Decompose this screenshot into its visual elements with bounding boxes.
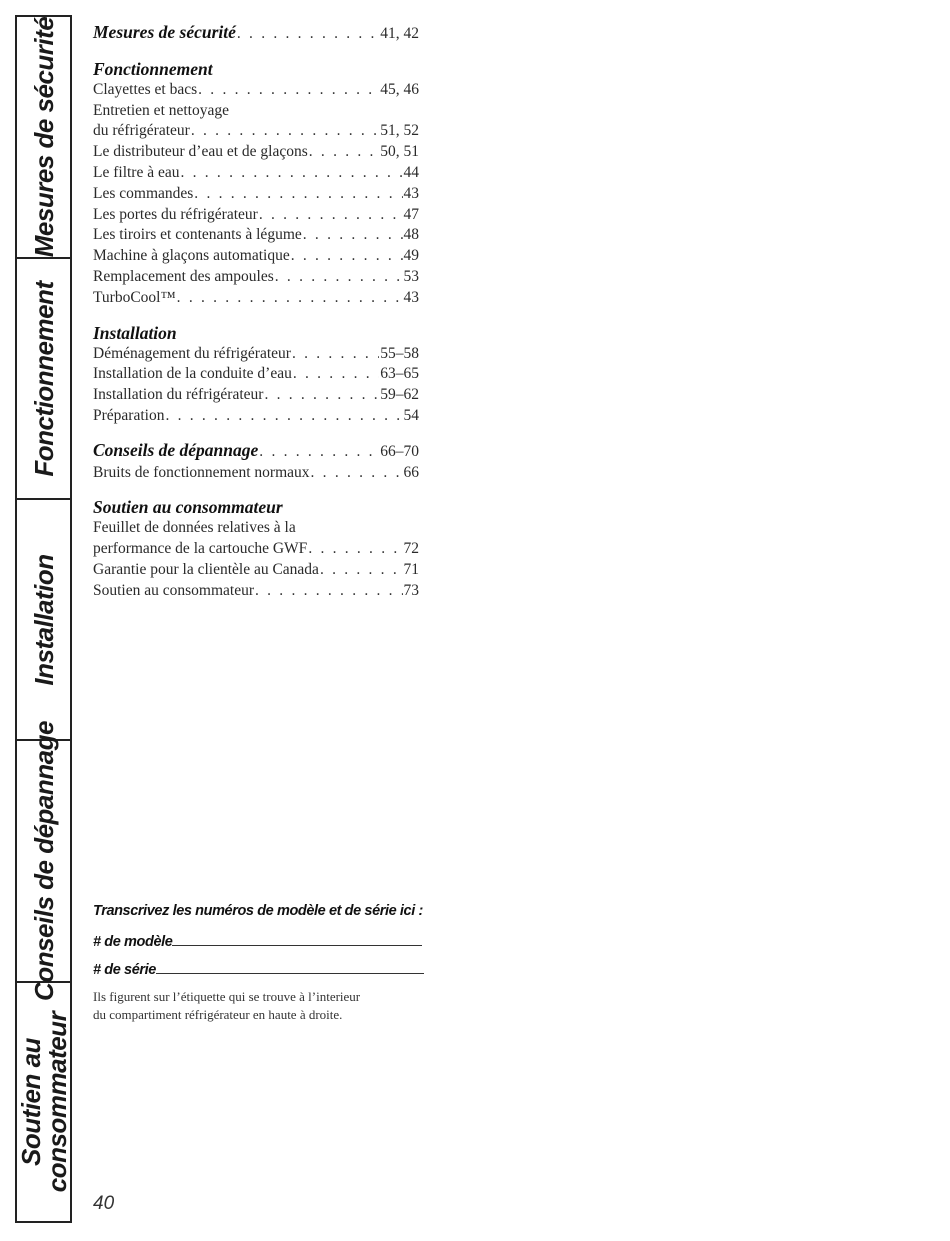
toc-label: Machine à glaçons automatique xyxy=(93,247,290,265)
toc-label: Clayettes et bacs xyxy=(93,80,198,98)
toc-entry[interactable] xyxy=(93,225,419,246)
toc-page: 71 xyxy=(403,560,419,578)
dot-leader xyxy=(264,385,379,406)
toc-section-support xyxy=(93,496,419,601)
toc-page: 44 xyxy=(403,163,419,181)
tab-label xyxy=(15,1011,72,1193)
model-number-field[interactable] xyxy=(93,930,443,950)
dot-leader xyxy=(293,364,379,385)
tab-label: Installation xyxy=(28,553,59,686)
toc-label: TurboCool™ xyxy=(93,288,176,306)
model-number-line xyxy=(172,943,422,946)
toc-page: 63–65 xyxy=(380,365,419,383)
toc-page: 48 xyxy=(403,226,419,244)
tab-label: Fonctionnement xyxy=(28,280,59,477)
toc-label: du réfrigérateur xyxy=(93,122,190,140)
dot-leader xyxy=(303,225,403,246)
toc-entry[interactable] xyxy=(93,581,419,602)
dot-leader xyxy=(309,142,379,163)
dot-leader xyxy=(255,581,403,602)
serial-number-field[interactable] xyxy=(93,958,443,978)
toc-entry[interactable] xyxy=(93,267,419,288)
toc-entry[interactable] xyxy=(93,246,419,267)
toc-heading: Fonctionnement xyxy=(93,58,213,79)
toc-entry[interactable] xyxy=(93,22,419,45)
toc-page: 53 xyxy=(403,267,419,285)
toc-entry[interactable] xyxy=(93,539,419,560)
dot-leader xyxy=(165,406,402,427)
model-number-label: # de modèle xyxy=(93,934,173,950)
dot-leader xyxy=(177,288,403,309)
toc-entry[interactable] xyxy=(93,205,419,226)
toc-heading: Mesures de sécurité xyxy=(93,22,236,42)
dot-leader xyxy=(194,184,402,205)
toc-label: Préparation xyxy=(93,406,165,424)
dot-leader xyxy=(259,442,379,463)
record-title: Transcrivez les numéros de modèle et de série ici : xyxy=(93,903,423,919)
record-note-line2: du compartiment réfrigérateur en haute à droite. xyxy=(93,1007,343,1022)
toc-entry[interactable] xyxy=(93,463,419,484)
toc-label: Les tiroirs et contenants à légume xyxy=(93,226,302,244)
toc-entry[interactable] xyxy=(93,406,419,427)
toc-entry[interactable] xyxy=(93,385,419,406)
toc-page: 66–70 xyxy=(380,442,419,460)
dot-leader xyxy=(275,267,403,288)
dot-leader xyxy=(191,121,379,142)
toc-section-safety xyxy=(93,22,419,45)
toc-label: Le distributeur d’eau et de glaçons xyxy=(93,143,308,161)
toc-label: Soutien au consommateur xyxy=(93,581,254,599)
toc-section-installation xyxy=(93,322,419,427)
toc-page: 72 xyxy=(403,540,419,558)
toc-page: 73 xyxy=(403,581,419,599)
toc-label: performance de la cartouche GWF xyxy=(93,540,308,558)
toc-page: 41, 42 xyxy=(380,25,419,42)
toc-entry[interactable] xyxy=(93,344,419,365)
toc-label: Bruits de fonctionnement normaux xyxy=(93,463,310,481)
toc-label: Les commandes xyxy=(93,184,194,202)
tab-label-line1: Soutien au xyxy=(15,1038,46,1166)
toc-label: Installation de la conduite d’eau xyxy=(93,365,292,383)
dot-leader xyxy=(291,246,403,267)
toc-entry[interactable] xyxy=(93,184,419,205)
dot-leader xyxy=(237,24,379,45)
page-number: 40 xyxy=(93,1193,115,1214)
tab-label: Mesures de sécurité xyxy=(28,16,59,258)
tab-label: Conseils de dépannage xyxy=(28,721,59,1001)
tab-mesures-de-securite[interactable] xyxy=(17,17,70,259)
dot-leader xyxy=(198,80,379,101)
toc-page: 49 xyxy=(403,247,419,265)
toc-section-troubleshooting xyxy=(93,440,419,484)
toc-section-operation xyxy=(93,58,419,309)
toc-page: 47 xyxy=(403,205,419,223)
toc-entry[interactable] xyxy=(93,364,419,385)
toc-heading: Installation xyxy=(93,322,177,343)
tab-fonctionnement[interactable] xyxy=(17,259,70,500)
toc-entry[interactable] xyxy=(93,560,419,581)
toc-label: Remplacement des ampoules xyxy=(93,267,274,285)
section-tabs-sidebar xyxy=(15,15,72,1223)
toc-page: 51, 52 xyxy=(380,122,419,140)
toc-page: 43 xyxy=(403,184,419,202)
toc-page: 50, 51 xyxy=(380,143,419,161)
model-serial-record xyxy=(93,903,443,1024)
toc-label: Installation du réfrigérateur xyxy=(93,386,264,404)
serial-number-label: # de série xyxy=(93,962,156,978)
toc-label: Les portes du réfrigérateur xyxy=(93,205,258,223)
toc-heading: Conseils de dépannage xyxy=(93,439,259,460)
tab-installation[interactable] xyxy=(17,500,70,741)
tab-label-line2: consommateur xyxy=(41,1011,72,1193)
dot-leader xyxy=(259,205,403,226)
dot-leader xyxy=(180,163,402,184)
toc-label-line: Feuillet de données relatives à la xyxy=(93,519,296,537)
toc-label-line: Entretien et nettoyage xyxy=(93,101,229,119)
toc-page: 66 xyxy=(403,463,419,481)
toc-page: 43 xyxy=(403,288,419,306)
serial-number-line xyxy=(156,971,424,974)
dot-leader xyxy=(320,560,403,581)
dot-leader xyxy=(292,344,379,365)
toc-label: Le filtre à eau xyxy=(93,163,180,181)
toc-page: 59–62 xyxy=(380,386,419,404)
tab-conseils-de-depannage[interactable] xyxy=(17,721,70,1001)
toc-entry[interactable] xyxy=(93,142,419,163)
record-note xyxy=(93,988,443,1024)
toc-entry[interactable] xyxy=(93,80,419,101)
toc-entry[interactable] xyxy=(93,121,419,142)
toc-label: Garantie pour la clientèle au Canada xyxy=(93,560,319,578)
toc-page: 54 xyxy=(403,406,419,424)
toc-entry[interactable] xyxy=(93,163,419,184)
dot-leader xyxy=(308,539,402,560)
record-note-line1: Ils figurent sur l’étiquette qui se trouve à l’interieur xyxy=(93,989,361,1004)
toc-page: 45, 46 xyxy=(380,80,419,98)
toc-entry[interactable] xyxy=(93,440,419,463)
toc-entry[interactable] xyxy=(93,288,419,309)
dot-leader xyxy=(311,463,403,484)
tab-soutien-au-consommateur[interactable] xyxy=(17,983,70,1221)
toc-page: 55–58 xyxy=(380,344,419,362)
table-of-contents xyxy=(93,22,419,615)
toc-heading: Soutien au consommateur xyxy=(93,497,283,518)
toc-label: Déménagement du réfrigérateur xyxy=(93,344,291,362)
